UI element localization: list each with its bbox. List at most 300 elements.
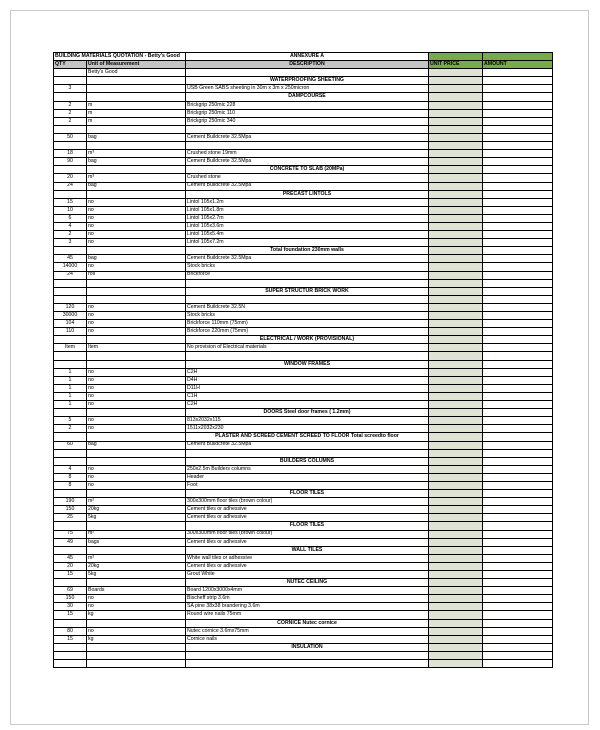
unit-price-cell — [429, 595, 483, 603]
qty-cell: 120 — [54, 303, 87, 311]
unit-price-cell — [429, 303, 483, 311]
unit-price-cell — [429, 287, 483, 295]
unit-cell — [87, 190, 186, 198]
item-row — [54, 158, 553, 166]
amount-cell — [483, 360, 553, 368]
description-cell: Stock bricks — [186, 263, 429, 271]
unit-price-cell — [429, 368, 483, 376]
item-row — [54, 514, 553, 522]
unit-cell — [87, 579, 186, 587]
section-heading-row — [54, 336, 553, 344]
unit-cell — [87, 247, 186, 255]
description-cell: SA pine 38x38 brandering 3.6m — [186, 603, 429, 611]
amount-cell — [483, 77, 553, 85]
description-cell — [186, 651, 429, 659]
unit-cell: no — [87, 384, 186, 392]
qty-cell: 1 — [54, 384, 87, 392]
amount-cell — [483, 125, 553, 133]
unit-price-cell — [429, 93, 483, 101]
annexure-label: ANNEXURE A — [186, 53, 429, 61]
description-cell: Cement Buildcrete 32.5Mpa — [186, 182, 429, 190]
unit-price-cell — [429, 473, 483, 481]
unit-price-cell — [429, 109, 483, 117]
unit-cell: no — [87, 465, 186, 473]
amount-cell — [483, 295, 553, 303]
item-row — [54, 312, 553, 320]
amount-cell — [483, 182, 553, 190]
unit-price-cell — [429, 401, 483, 409]
description-cell — [186, 142, 429, 150]
unit-cell: no — [87, 481, 186, 489]
qty-cell: 3 — [54, 85, 87, 93]
amount-cell — [483, 328, 553, 336]
amount-cell — [483, 303, 553, 311]
unit-price-cell — [429, 538, 483, 546]
amount-cell — [483, 239, 553, 247]
description-cell: Lintol 105x7.2m — [186, 239, 429, 247]
item-row — [54, 263, 553, 271]
description-cell: Brickforce 220mm (75mm) — [186, 328, 429, 336]
amount-cell — [483, 587, 553, 595]
description-cell: D4H — [186, 376, 429, 384]
qty-cell: 20 — [54, 562, 87, 570]
unit-price-cell — [429, 142, 483, 150]
amount-cell — [483, 101, 553, 109]
description-cell: Cement tiles or adhessive — [186, 562, 429, 570]
section-heading: WINDOW FRAMES — [186, 360, 429, 368]
qty-cell: 45 — [54, 554, 87, 562]
item-row — [54, 198, 553, 206]
unit-cell: bag — [87, 133, 186, 141]
unit-price-cell — [429, 554, 483, 562]
unit-price-cell — [429, 384, 483, 392]
amount-cell — [483, 150, 553, 158]
unit-price-cell — [429, 481, 483, 489]
item-row — [54, 611, 553, 619]
amount-cell — [483, 546, 553, 554]
unit-price-cell — [429, 101, 483, 109]
qty-cell: 150 — [54, 506, 87, 514]
amount-cell — [483, 473, 553, 481]
unit-price-cell — [429, 190, 483, 198]
unit-cell: Item — [87, 344, 186, 352]
blank-row — [54, 142, 553, 150]
unit-price-cell — [429, 514, 483, 522]
amount-cell — [483, 490, 553, 498]
amount-cell — [483, 619, 553, 627]
section-heading-row — [54, 166, 553, 174]
amount-cell — [483, 506, 553, 514]
qty-cell: 15 — [54, 611, 87, 619]
qty-cell: 30 — [54, 603, 87, 611]
unit-cell: no — [87, 320, 186, 328]
unit-cell — [87, 522, 186, 530]
qty-cell: 75 — [54, 530, 87, 538]
section-heading: NUTEC CEILING — [186, 579, 429, 587]
unit-price-cell — [429, 69, 483, 77]
qty-cell — [54, 490, 87, 498]
qty-cell: 60 — [54, 441, 87, 449]
unit-cell: kg — [87, 635, 186, 643]
unit-cell: no — [87, 222, 186, 230]
amount-cell — [483, 611, 553, 619]
unit-price-cell — [429, 643, 483, 651]
unit-price-cell — [429, 352, 483, 360]
unit-price-cell — [429, 295, 483, 303]
header-row — [54, 61, 553, 69]
amount-cell — [483, 562, 553, 570]
qty-cell — [54, 93, 87, 101]
unit-price-cell — [429, 206, 483, 214]
unit-price-cell — [429, 522, 483, 530]
unit-price-cell — [429, 344, 483, 352]
blank-row — [54, 295, 553, 303]
amount-cell — [483, 368, 553, 376]
unit-price-cell — [429, 336, 483, 344]
qty-cell: 24 — [54, 182, 87, 190]
description-cell: Bischeff strip 3.6m — [186, 595, 429, 603]
unit-cell: no — [87, 425, 186, 433]
unit-cell — [87, 93, 186, 101]
unit-cell — [87, 279, 186, 287]
item-row — [54, 571, 553, 579]
item-row — [54, 587, 553, 595]
qty-cell — [54, 522, 87, 530]
amount-cell — [483, 425, 553, 433]
unit-price-cell — [429, 530, 483, 538]
qty-cell: 1 — [54, 368, 87, 376]
unit-price-cell — [429, 376, 483, 384]
unit-cell — [87, 85, 186, 93]
section-heading-row — [54, 77, 553, 85]
qty-cell: 2 — [54, 101, 87, 109]
qty-cell — [54, 279, 87, 287]
unit-cell — [87, 546, 186, 554]
unit-price-cell — [429, 546, 483, 554]
amount-cell — [483, 530, 553, 538]
qty-cell: 6 — [54, 214, 87, 222]
amount-cell — [483, 206, 553, 214]
item-row — [54, 473, 553, 481]
section-heading-row — [54, 287, 553, 295]
unit-cell — [87, 125, 186, 133]
qty-cell — [54, 336, 87, 344]
unit-price-cell — [429, 231, 483, 239]
unit-price-cell — [429, 392, 483, 400]
item-row — [54, 255, 553, 263]
amount-cell — [483, 498, 553, 506]
description-cell: Cement Buildcrete 32.5Mpa — [186, 441, 429, 449]
section-heading-row — [54, 579, 553, 587]
unit-price-cell — [429, 77, 483, 85]
qty-cell: 90 — [54, 158, 87, 166]
unit-cell: no — [87, 303, 186, 311]
qty-cell — [54, 409, 87, 417]
unit-price-cell — [429, 627, 483, 635]
amount-cell — [483, 538, 553, 546]
section-heading-row — [54, 93, 553, 101]
unit-cell — [87, 360, 186, 368]
amount-cell — [483, 392, 553, 400]
section-heading-row — [54, 643, 553, 651]
unit-cell: kg — [87, 611, 186, 619]
amount-cell — [483, 603, 553, 611]
unit-cell: m³ — [87, 150, 186, 158]
item-row — [54, 174, 553, 182]
section-heading-row — [54, 190, 553, 198]
unit-cell: m² — [87, 530, 186, 538]
amount-cell — [483, 287, 553, 295]
qty-cell: 2 — [54, 425, 87, 433]
section-heading: PLASTER AND SCREED CEMENT SCREED TO FLOOR Total screedto floor — [186, 433, 429, 441]
unit-price-cell — [429, 263, 483, 271]
item-row — [54, 206, 553, 214]
amount-cell — [483, 142, 553, 150]
unit-cell — [87, 409, 186, 417]
unit-price-cell — [429, 320, 483, 328]
item-row — [54, 150, 553, 158]
qty-cell: 80 — [54, 627, 87, 635]
qty-cell: 24 — [54, 271, 87, 279]
unit-cell: no — [87, 214, 186, 222]
qty-cell — [54, 433, 87, 441]
qty-cell: 150 — [54, 595, 87, 603]
amount-cell — [483, 571, 553, 579]
amount-cell — [483, 85, 553, 93]
qty-cell: 2 — [54, 117, 87, 125]
description-cell: Lintol 105x2.7m — [186, 214, 429, 222]
amount-cell — [483, 441, 553, 449]
qty-cell — [54, 457, 87, 465]
description-header: DESCRIPTION — [186, 61, 429, 69]
amount-cell — [483, 109, 553, 117]
unit-cell — [87, 449, 186, 457]
description-cell — [186, 69, 429, 77]
description-cell: Brickgrip 250mic 228 — [186, 101, 429, 109]
section-heading-row — [54, 522, 553, 530]
description-cell: Nutec cornice 3.6mx75mm — [186, 627, 429, 635]
amount-cell — [483, 279, 553, 287]
unit-cell — [87, 295, 186, 303]
amount-header: AMOUNT — [483, 61, 553, 69]
amount-cell — [483, 643, 553, 651]
unit-price-cell — [429, 603, 483, 611]
unit-cell: no — [87, 263, 186, 271]
description-cell: Cement Buildcrete 32.5Mpa — [186, 255, 429, 263]
unit-cell: Boards — [87, 587, 186, 595]
amount-cell — [483, 174, 553, 182]
description-cell: Brickforce — [186, 271, 429, 279]
qty-cell: 45 — [54, 255, 87, 263]
unit-cell: no — [87, 312, 186, 320]
qty-cell: 104 — [54, 320, 87, 328]
amount-cell — [483, 660, 553, 668]
amount-cell — [483, 312, 553, 320]
description-cell: Header — [186, 473, 429, 481]
unit-price-cell — [429, 562, 483, 570]
item-row — [54, 417, 553, 425]
section-heading: FLOOR TILES — [186, 522, 429, 530]
description-cell: Cement Buildcrete 32.5Mpa — [186, 158, 429, 166]
qty-cell — [54, 142, 87, 150]
unit-cell: no — [87, 417, 186, 425]
qty-cell: 10 — [54, 206, 87, 214]
description-cell: Cement tiles or adhessive — [186, 538, 429, 546]
item-row — [54, 303, 553, 311]
description-cell: Cement tiles or adhessive — [186, 514, 429, 522]
qty-cell — [54, 77, 87, 85]
item-row — [54, 376, 553, 384]
unit-cell: 20kg — [87, 562, 186, 570]
qty-cell: 4 — [54, 222, 87, 230]
section-heading: SUPER STRUCTUR BRICK WORK — [186, 287, 429, 295]
unit-cell: no — [87, 376, 186, 384]
description-cell: Round wire nails 75mm — [186, 611, 429, 619]
unit-price-cell — [429, 619, 483, 627]
qty-cell: 14000 — [54, 263, 87, 271]
description-cell: 300x300mm floor tiles (brown colour) — [186, 498, 429, 506]
unit-cell: bag — [87, 182, 186, 190]
item-row — [54, 392, 553, 400]
unit-cell — [87, 336, 186, 344]
section-heading: WALL TILES — [186, 546, 429, 554]
unit-price-header-cap — [429, 53, 483, 61]
section-heading: CONCRETE TO SLAB (20MPa) — [186, 166, 429, 174]
qty-cell — [54, 579, 87, 587]
qty-cell: 5 — [54, 417, 87, 425]
unit-price-header: UNIT PRICE — [429, 61, 483, 69]
unit-cell — [87, 643, 186, 651]
amount-cell — [483, 384, 553, 392]
qty-cell: 8 — [54, 473, 87, 481]
unit-cell: m — [87, 117, 186, 125]
unit-cell — [87, 490, 186, 498]
unit-cell: no — [87, 198, 186, 206]
amount-cell — [483, 255, 553, 263]
unit-cell — [87, 433, 186, 441]
unit-cell — [87, 457, 186, 465]
blank-row — [54, 660, 553, 668]
qty-cell — [54, 166, 87, 174]
amount-cell — [483, 433, 553, 441]
qty-cell — [54, 247, 87, 255]
unit-cell: m — [87, 109, 186, 117]
unit-price-cell — [429, 433, 483, 441]
description-cell: 813x2032x115 — [186, 417, 429, 425]
item-row — [54, 271, 553, 279]
amount-cell — [483, 579, 553, 587]
unit-cell — [87, 77, 186, 85]
unit-cell — [87, 166, 186, 174]
section-heading-row — [54, 457, 553, 465]
item-row — [54, 635, 553, 643]
qty-cell: 8 — [54, 481, 87, 489]
amount-cell — [483, 222, 553, 230]
amount-cell — [483, 336, 553, 344]
section-heading: DAMPCOURSE — [186, 93, 429, 101]
item-row — [54, 384, 553, 392]
amount-header-cap — [483, 53, 553, 61]
title-row — [54, 53, 553, 61]
unit-cell: no — [87, 473, 186, 481]
description-cell: C1H — [186, 392, 429, 400]
section-heading-row — [54, 360, 553, 368]
unit-price-cell — [429, 571, 483, 579]
amount-cell — [483, 271, 553, 279]
unit-price-cell — [429, 125, 483, 133]
amount-cell — [483, 401, 553, 409]
section-heading: INSULATION — [186, 643, 429, 651]
unit-price-cell — [429, 279, 483, 287]
qty-cell: 1 — [54, 392, 87, 400]
unit-price-cell — [429, 425, 483, 433]
description-cell: Crushed stone 19mm — [186, 150, 429, 158]
unit-price-cell — [429, 579, 483, 587]
qty-cell: 1 — [54, 401, 87, 409]
description-cell: D11H — [186, 384, 429, 392]
item-row — [54, 133, 553, 141]
unit-price-cell — [429, 441, 483, 449]
description-cell: Cement Buildcrete 32.5N — [186, 303, 429, 311]
description-cell — [186, 449, 429, 457]
qty-cell: 2 — [54, 231, 87, 239]
item-row — [54, 101, 553, 109]
unit-price-cell — [429, 360, 483, 368]
item-row — [54, 595, 553, 603]
blank-row — [54, 449, 553, 457]
qty-cell — [54, 660, 87, 668]
item-row — [54, 401, 553, 409]
unit-cell: no — [87, 206, 186, 214]
section-heading: Total foundation 230mm walls — [186, 247, 429, 255]
unit-price-cell — [429, 255, 483, 263]
item-row — [54, 441, 553, 449]
qty-cell: Item — [54, 344, 87, 352]
qty-cell — [54, 449, 87, 457]
item-row — [54, 481, 553, 489]
description-cell: USB Green SABS sheeting in 30m x 3m x 250micron — [186, 85, 429, 93]
unit-cell: roll — [87, 271, 186, 279]
amount-cell — [483, 133, 553, 141]
unit-price-cell — [429, 182, 483, 190]
section-heading: WATERPROOFING SHEETING — [186, 77, 429, 85]
item-row — [54, 506, 553, 514]
description-cell: Foot — [186, 481, 429, 489]
qty-cell: 18 — [54, 150, 87, 158]
amount-cell — [483, 69, 553, 77]
amount-cell — [483, 409, 553, 417]
qty-cell: 25 — [54, 514, 87, 522]
description-cell: C2H — [186, 368, 429, 376]
unit-price-cell — [429, 498, 483, 506]
description-cell: Cement tiles or adhessive — [186, 506, 429, 514]
unit-price-cell — [429, 166, 483, 174]
unit-price-cell — [429, 214, 483, 222]
quotation-table — [53, 52, 553, 668]
item-row — [54, 562, 553, 570]
unit-cell: no — [87, 328, 186, 336]
description-cell: C2H — [186, 401, 429, 409]
section-heading-row — [54, 546, 553, 554]
qty-cell: 1 — [54, 376, 87, 384]
description-cell: Cement Buildcrete 32.5Mpa — [186, 133, 429, 141]
client-row — [54, 69, 553, 77]
amount-cell — [483, 198, 553, 206]
description-cell: Lintol 105x1.8m — [186, 206, 429, 214]
amount-cell — [483, 514, 553, 522]
amount-cell — [483, 651, 553, 659]
unit-cell — [87, 287, 186, 295]
